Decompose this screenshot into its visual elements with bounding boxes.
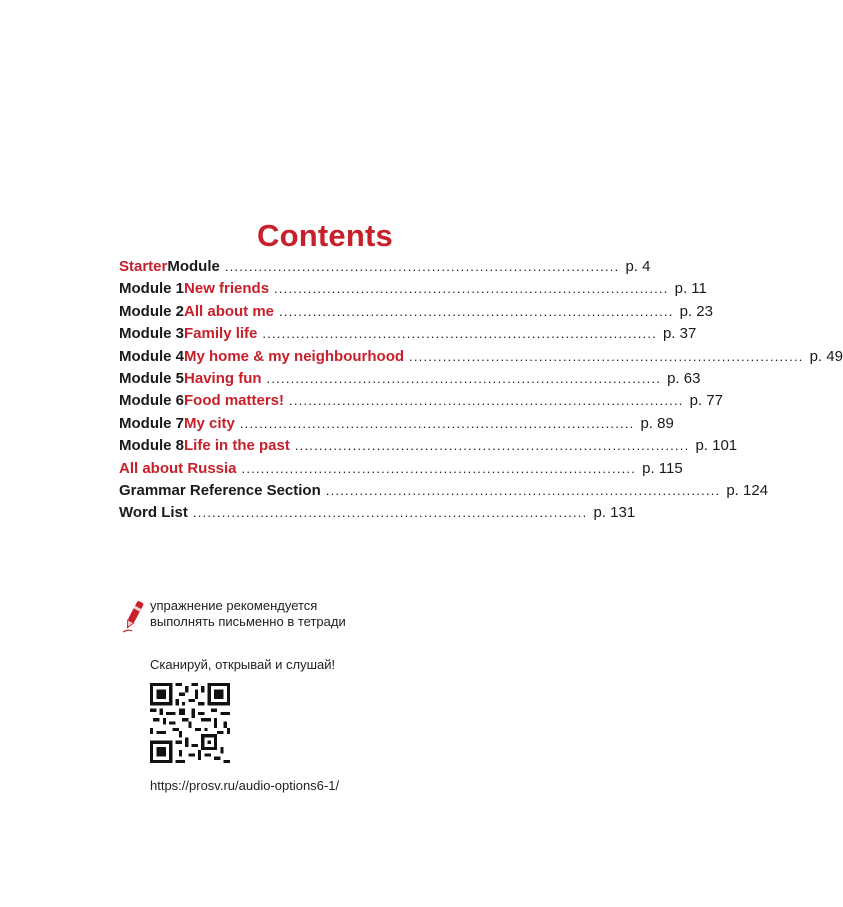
toc-row[interactable] xyxy=(119,413,674,435)
toc-row[interactable] xyxy=(119,480,769,502)
toc-row[interactable] xyxy=(119,502,636,524)
toc-row[interactable] xyxy=(119,256,651,278)
toc-label-b: My home & my neighbourhood xyxy=(184,347,405,365)
toc-label-a: Module 3 xyxy=(119,325,185,343)
toc-label-b: Life in the past xyxy=(184,437,290,455)
leader-dots: .................................................................................. xyxy=(241,460,637,476)
toc-label-a: Module 1 xyxy=(119,280,185,298)
writing-note xyxy=(150,598,346,630)
toc-page: p. 115 xyxy=(642,459,683,477)
toc-label-a: Module 6 xyxy=(119,392,185,410)
leader-dots: .................................................................................. xyxy=(239,415,635,431)
toc-label-b: New friends xyxy=(184,280,270,298)
toc-page: p. 124 xyxy=(726,481,769,499)
toc-label-a: Module 7 xyxy=(119,414,185,432)
toc-page: p. 23 xyxy=(679,302,713,320)
toc-row[interactable] xyxy=(119,301,713,323)
toc-label-a: Starter xyxy=(119,258,168,275)
toc-row[interactable] xyxy=(119,323,697,345)
toc-page: p. 131 xyxy=(593,504,636,522)
toc-label-b: My city xyxy=(184,414,235,432)
note-line-2: выполнять письменно в тетради xyxy=(150,614,346,629)
toc-label-a: Word List xyxy=(119,504,188,522)
toc-row[interactable] xyxy=(119,458,683,480)
note-line-1: упражнение рекомендуется xyxy=(150,598,318,613)
pen-icon xyxy=(120,598,146,634)
leader-dots: .................................................................................. xyxy=(279,303,674,319)
scan-text: Сканируй, открывай и слушай! xyxy=(150,657,336,672)
toc-label-a: All about Russia xyxy=(119,459,237,477)
toc-row[interactable] xyxy=(119,435,738,457)
toc-page: p. 11 xyxy=(674,280,707,298)
page-title: Contents xyxy=(257,218,393,253)
toc-page: p. 77 xyxy=(689,392,723,410)
qr-code-icon[interactable] xyxy=(150,683,230,763)
toc-label-b: All about me xyxy=(184,302,275,320)
toc-label-b: Family life xyxy=(184,325,258,343)
leader-dots: .................................................................................. xyxy=(409,348,804,364)
toc-label-a: Grammar Reference Section xyxy=(119,481,321,499)
toc-page: p. 101 xyxy=(695,437,738,455)
leader-dots: .................................................................................. xyxy=(274,281,669,297)
toc-page: p. 4 xyxy=(625,258,651,275)
table-of-contents xyxy=(119,256,843,525)
toc-label-a: Module 8 xyxy=(119,437,185,455)
toc-label-a: Module 2 xyxy=(119,302,185,320)
leader-dots: .................................................................................. xyxy=(266,370,662,386)
toc-row[interactable] xyxy=(119,278,707,300)
leader-dots: .................................................................................. xyxy=(289,393,684,409)
leader-dots: .................................................................................. xyxy=(325,482,721,498)
toc-row[interactable] xyxy=(119,368,701,390)
toc-row[interactable] xyxy=(119,346,843,368)
toc-label-b: Food matters! xyxy=(184,392,285,410)
toc-label-b: Module xyxy=(167,258,220,275)
toc-page: p. 49 xyxy=(809,347,843,365)
toc-label-b: Having fun xyxy=(184,369,262,387)
leader-dots: .................................................................................. xyxy=(192,505,588,521)
leader-dots: .................................................................................. xyxy=(262,326,657,342)
toc-label-a: Module 4 xyxy=(119,347,185,365)
leader-dots: .................................................................................. xyxy=(294,438,690,454)
audio-url-link[interactable]: https://prosv.ru/audio-options6-1/ xyxy=(150,778,340,793)
toc-row[interactable] xyxy=(119,390,723,412)
toc-label-a: Module 5 xyxy=(119,369,185,387)
toc-page: p. 37 xyxy=(662,325,697,343)
toc-page: p. 89 xyxy=(640,414,674,432)
toc-page: p. 63 xyxy=(667,369,701,387)
leader-dots: .................................................................................. xyxy=(224,259,620,274)
